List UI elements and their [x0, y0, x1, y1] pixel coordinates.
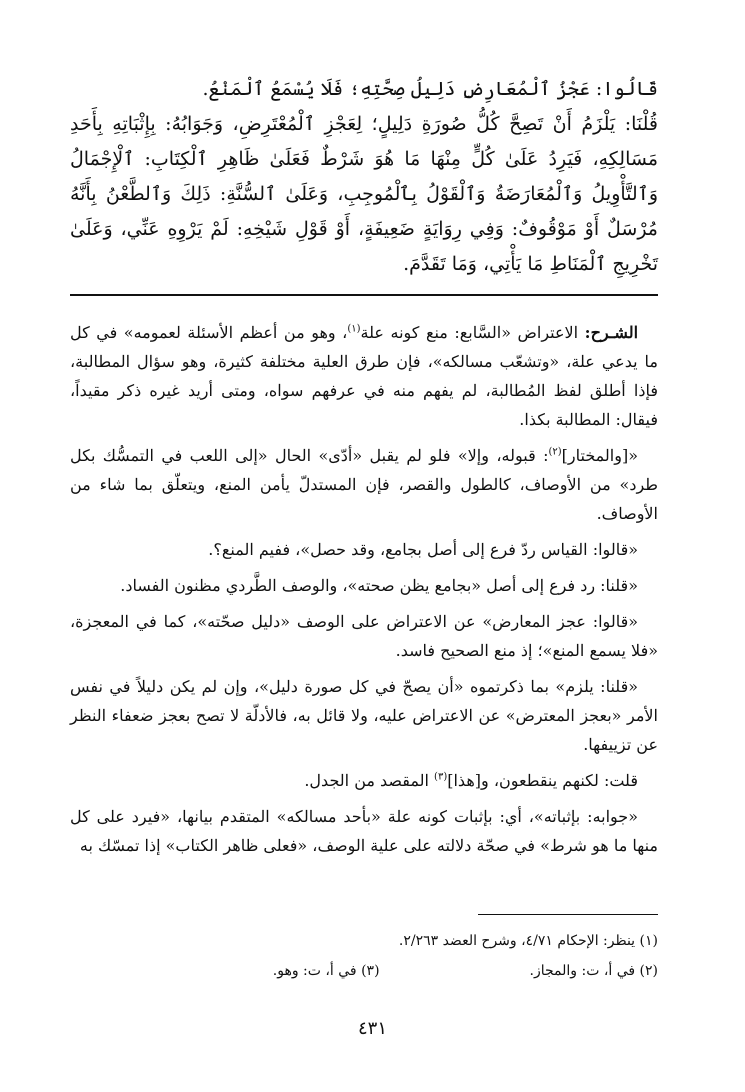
commentary-paragraph-5: «قالوا: عجز المعارض» عن الاعتراض على الوصف «دليل صحّته»، كما في المعجزة، «فلا يسمع المنع»؛ إذ منع الصحيح فاسد.: [70, 612, 658, 660]
commentary-text: المقصد من الجدل.: [304, 771, 435, 790]
footnote-row-2: [70, 956, 658, 986]
footnote-1: (١) ينظر: الإحكام ٤/٧١، وشرح العضد ٢/٢٦٣.: [398, 933, 658, 949]
matn-paragraph-2: قُلْنَا: يَلْزَمُ أَنْ تَصِحَّ كُلُّ صُورَةِ دَلِيلٍ؛ لِعَجْزِ ٱلْمُعْتَرِضِ، وَجَوَابُهُ: بِإِثْبَاتِهِ بِأَحَدِ مَسَالِكِهِ، فَيَرِدُ عَلَىٰ كُلٍّ مِنْهَا مَا هُوَ شَرْطٌ فَعَلَىٰ ظَاهِرِ ٱلْكِتَابِ: ٱلْإِجْمَالُ وَٱلتَّأْوِيلُ وَٱلْمُعَارَضَةُ وَٱلْقَوْلُ بِٱلْمُوجِبِ، وَعَلَىٰ ٱلسُّنَّةِ: ذَلِكَ وَٱلطَّعْنُ بِأَنَّهُ مُرْسَلٌ أَوْ مَوْقُوفٌ: وَفِي رِوَايَةٍ ضَعِيفَةٍ، أَوْ قَوْلِ شَيْخِهِ: لَمْ يَرْوِهِ عَنِّي، وَعَلَىٰ تَخْرِيجِ ٱلْمَنَاطِ مَا يَأْتِي، وَمَا تَقَدَّمَ.: [70, 113, 658, 275]
commentary-paragraph-6: «قلنا: يلزم» بما ذكرتموه «أن يصحّ في كل صورة دليل»، وإن لم يكن دليلاً في نفس الأمر «بعجز المعترض» عن الاعتراض عليه، ولا قائل به، فالأدلّة لا تصح بعجز ضعفاء النظر عن تزييفها.: [70, 677, 658, 754]
footnote-ref-2: (٢): [548, 446, 562, 458]
footnote-divider: [478, 914, 658, 915]
footnote-3: (٣) في أ، ت: وهو.: [272, 963, 380, 979]
commentary-label: الشـرح:: [584, 323, 639, 342]
matn-paragraph-1: قَالُوا: عَجْزُ ٱلْمُعَارِضِ دَلِيلُ صِحَّتِهِ؛ فَلَا يُسْمَعُ ٱلْمَنْعُ.: [202, 78, 658, 100]
commentary-text: : قبوله، وإلا» فلو لم يقبل «أدّى» الحال «إلى اللعب في التمسُّك بكل طرد» من الأوصاف، كالطول والقصر، فإن المستدلّ يأمن المنع، ويتعلّق بما شاء من الأوصاف.: [70, 446, 658, 523]
page-number: ٤٣١: [357, 1018, 387, 1039]
footnote-2: (٢) في أ، ت: والمجاز.: [529, 963, 658, 979]
commentary-paragraph-2: [70, 441, 658, 528]
commentary-paragraph-8: «جوابه: بإثباته»، أي: بإثبات كونه علة «بأحد مسالكه» المتقدم بيانها، «فيرد على كل منها ما هو شرط» في صحّة دلالته على علية الوصف، «فعلى ظاهر الكتاب» إذا تمسّك به: [70, 807, 658, 855]
commentary-paragraph-3: «قالوا: القياس ردّ فرع إلى أصل بجامع، وقد حصل»، ففيم المنع؟.: [208, 540, 638, 559]
commentary-paragraph-4: «قلنا: رد فرع إلى أصل «بجامع يظن صحته»، والوصف الطَّردي مظنون الفساد.: [120, 576, 638, 595]
commentary-paragraph-1: [70, 318, 658, 434]
footnotes: [70, 926, 658, 986]
commentary-text: الاعتراض «السَّابع: منع كونه علة: [360, 323, 585, 342]
footnote-ref-3: (٣): [434, 771, 448, 783]
commentary-text: قلت: لكنهم ينقطعون، و[هذا]: [447, 771, 638, 790]
commentary-text: ، وهو من أعظم الأسئلة لعمومه» في كل ما يدعي علة، «وتشعّب مسالكه»، فإن طرق العلية مختلفة كثيرة، وهو سؤال المطالبة، فإذا أطلق لفظ المُطالبة، لم يفهم منه في عرفهم سواه، ومتى أريد غيره ذكر مقيداً، فيقال: المطالبة بكذا.: [70, 323, 658, 429]
commentary: [70, 318, 658, 867]
commentary-paragraph-7: [70, 766, 658, 795]
commentary-text: «[والمختار]: [561, 446, 638, 465]
main-text: [70, 72, 658, 282]
main-text-divider: [70, 294, 658, 296]
footnote-row-1: [70, 926, 658, 956]
footnote-ref-1: (١): [347, 323, 361, 335]
